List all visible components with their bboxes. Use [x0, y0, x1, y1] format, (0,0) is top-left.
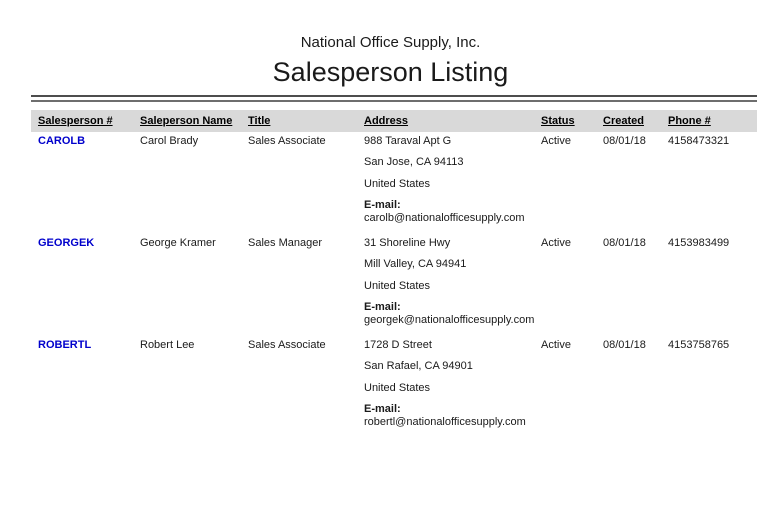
header-divider [31, 95, 757, 102]
created-date: 08/01/18 [603, 135, 646, 147]
address-line1: 1728 D Street [364, 339, 432, 351]
address-line1: 988 Taraval Apt G [364, 135, 452, 147]
salesperson-id-cell [38, 236, 140, 250]
column-header-address: Address [364, 115, 409, 127]
status-value: Active [541, 237, 571, 249]
divider-line-top [31, 95, 757, 97]
salesperson-name: Carol Brady [140, 135, 199, 147]
column-header-title: Title [248, 115, 271, 127]
email-block [364, 199, 538, 225]
salesperson-id-cell [38, 338, 140, 352]
column-header-salesperson-name: Saleperson Name [140, 115, 233, 127]
salesperson-name: George Kramer [140, 237, 216, 249]
address-line2: San Jose, CA 94113 [364, 156, 464, 168]
salesperson-id-cell [38, 134, 140, 148]
email-value: robertl@nationalofficesupply.com [364, 416, 526, 428]
email-label: E-mail: [364, 301, 401, 313]
salesperson-job-title: Sales Manager [248, 237, 322, 249]
address-cell [364, 338, 538, 429]
table-header-row [31, 110, 757, 132]
email-label: E-mail: [364, 403, 401, 415]
address-line2: San Rafael, CA 94901 [364, 360, 473, 372]
salesperson-job-title: Sales Associate [248, 339, 326, 351]
address-cell [364, 134, 538, 225]
address-country: United States [364, 382, 431, 394]
created-date: 08/01/18 [603, 339, 646, 351]
address-country: United States [364, 178, 431, 190]
address-line1: 31 Shoreline Hwy [364, 237, 451, 249]
column-header-created: Created [603, 115, 644, 127]
address-line2: Mill Valley, CA 94941 [364, 258, 467, 270]
salesperson-name: Robert Lee [140, 339, 195, 351]
report-body [31, 95, 757, 440]
salesperson-id-link[interactable]: ROBERTL [38, 339, 92, 351]
table-row [31, 134, 757, 225]
address-cell [364, 236, 538, 327]
phone-number: 4153983499 [668, 237, 730, 249]
page-title: Salesperson Listing [272, 57, 509, 87]
phone-number: 4158473321 [668, 135, 730, 147]
status-value: Active [541, 135, 571, 147]
column-header-status: Status [541, 115, 575, 127]
address-country: United States [364, 280, 431, 292]
phone-number: 4153758765 [668, 339, 730, 351]
divider-line-bottom [31, 100, 757, 102]
report-header [0, 0, 781, 88]
email-block [364, 403, 538, 429]
email-label: E-mail: [364, 199, 401, 211]
email-value: georgek@nationalofficesupply.com [364, 314, 535, 326]
email-block [364, 301, 538, 327]
salesperson-job-title: Sales Associate [248, 135, 326, 147]
column-header-phone: Phone # [668, 115, 711, 127]
company-name: National Office Supply, Inc. [300, 34, 481, 51]
email-value: carolb@nationalofficesupply.com [364, 212, 525, 224]
created-date: 08/01/18 [603, 237, 646, 249]
table-row [31, 236, 757, 327]
column-header-salesperson-number: Salesperson # [38, 115, 113, 127]
status-value: Active [541, 339, 571, 351]
table-row [31, 338, 757, 429]
salesperson-id-link[interactable]: CAROLB [38, 135, 86, 147]
salesperson-id-link[interactable]: GEORGEK [38, 237, 95, 249]
